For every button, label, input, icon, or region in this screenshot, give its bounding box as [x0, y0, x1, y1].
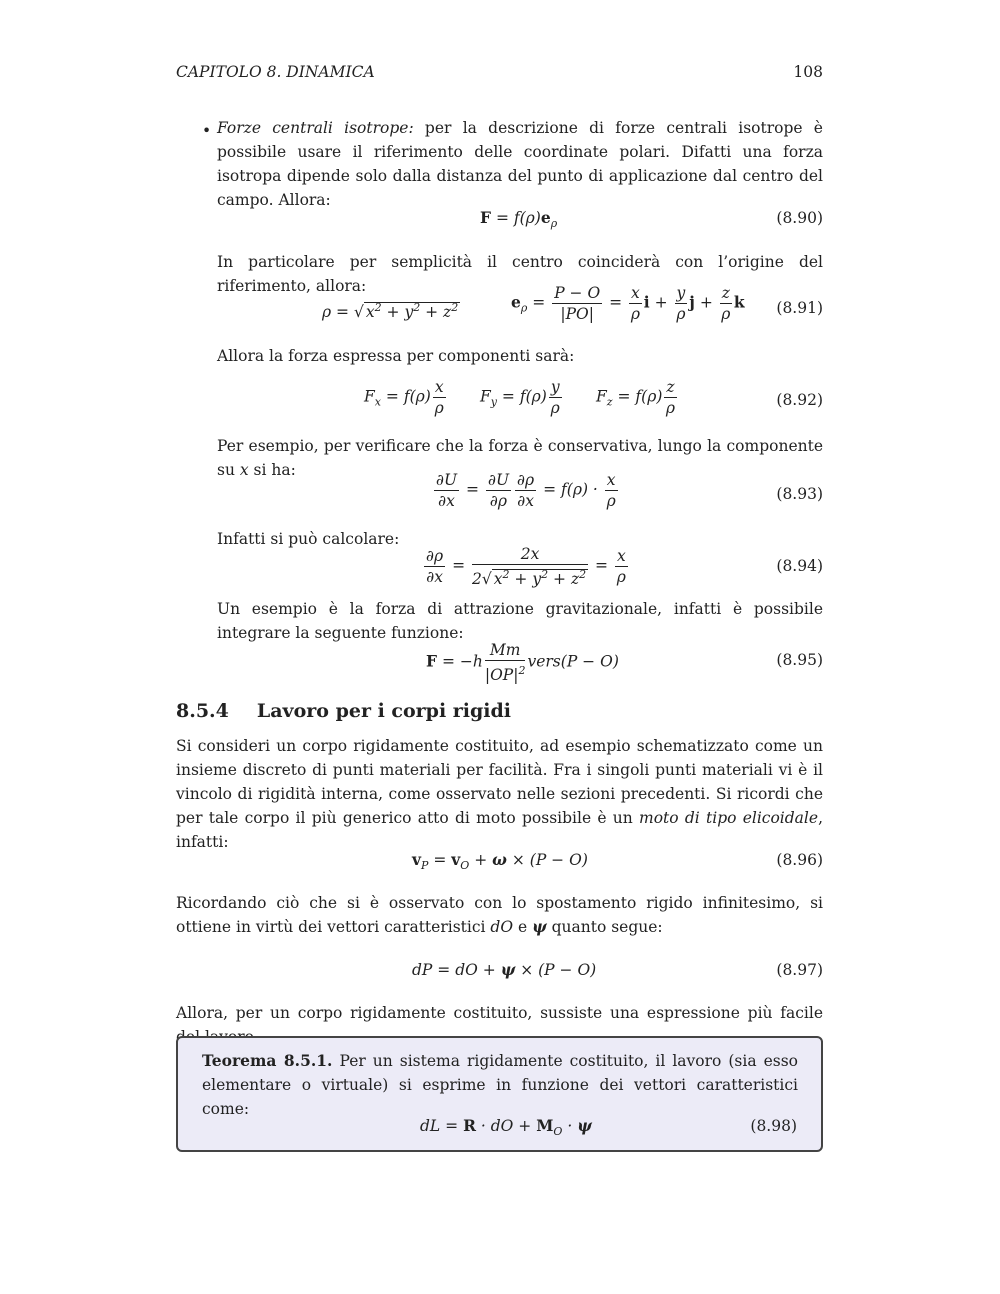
- paragraph: Ricordando ciò che si è osservato con lo spostamento rigido infinitesimo, si ottiene in virtù dei vettori caratteristici dO e ψ quanto segue:: [176, 894, 823, 936]
- page: [176, 0, 823, 1294]
- running-header: [176, 60, 823, 84]
- equation-number: (8.95): [776, 651, 823, 669]
- paragraph: Un esempio è la forza di attrazione gravitazionale, infatti è possibile integrare la seguente funzione:: [217, 600, 823, 642]
- paragraph: Allora la forza espressa per componenti sarà:: [217, 347, 575, 365]
- section-title: Lavoro per i corpi rigidi: [256, 700, 512, 722]
- equation-8-94: $\frac{\partial\rho}{\partial x}$ = $\frac{2x}{2√ x^2 + y^2 + z^2}$ = $\frac{x}{\rho}$ (8.94): [426, 545, 823, 589]
- equation-number: (8.98): [750, 1117, 797, 1135]
- paragraph: Si consideri un corpo rigidamente costituito, ad esempio schematizzato come un insieme discreto di punti materiali per facilità. Fra i singoli punti materiali vi è il vincolo di rigidità interna, come osservato nelle sezioni precedenti. Si ricordi che per tale corpo il più generico atto di moto possibile è un moto di tipo elicoidale, infatti:: [176, 737, 823, 851]
- paragraph: Allora, per un corpo rigidamente costituito, sussiste una espressione più facile: [176, 1004, 823, 1022]
- equation-8-96: $v_P = v_O + \omega \times (P - O)$ (8.96): [412, 850, 823, 873]
- equation-8-90: $F = f(\rho)e_\rho$ (8.90): [480, 208, 823, 231]
- equation-number: (8.91): [776, 299, 823, 317]
- equation-8-97: dP = dO + ψ × (P − O) (8.97): [176, 958, 823, 998]
- paragraph: Per esempio, per verificare che la forza è conservativa, lungo la componente su x si ha:: [217, 437, 823, 479]
- paragraph: In particolare per semplicità il centro coinciderà con l’origine del riferimento, allora:: [217, 253, 823, 295]
- theorem-box: [176, 1036, 823, 1152]
- bullet-icon: •: [202, 122, 212, 140]
- equation-number: (8.93): [776, 485, 823, 503]
- section-heading: [176, 699, 511, 723]
- bullet-text: per la descrizione di forze centrali isotrope è possibile usare il riferimento delle coordinate polari. Difatti una forza isotropa dipende solo dalla distanza del punto di applicazione dal centro del campo. Allora:: [217, 119, 823, 209]
- equation-8-92: $F_x = f(\rho)$ $\frac{x}{\rho}$ $F_y = f(\rho)$ $\frac{y}{\rho}$ $F_z = f(\rho)$ $\frac{z}{\rho}$ (8.92): [364, 378, 823, 417]
- bullet-term: Forze centrali isotrope:: [217, 119, 414, 137]
- equation-number: (8.96): [776, 851, 823, 869]
- section-number: 8.5.4: [176, 700, 229, 722]
- paragraph: Infatti si può calcolare:: [217, 530, 400, 548]
- equation-8-95: F = −h $\frac{Mm}{|OP|^2}$ vers(P − O) (8.95): [426, 641, 823, 685]
- theorem-label: Teorema 8.5.1.: [202, 1051, 333, 1070]
- equation-8-93: $\frac{\partial U}{\partial x}$ = $\frac{\partial U}{\partial\rho}$ $\frac{\partial\rho}{\partial x}$ = f(ρ) · $\frac{x}{\rho}$ (8.93): [436, 471, 823, 510]
- equation-number: (8.90): [776, 209, 823, 227]
- page-number: 108: [793, 63, 823, 81]
- equation-8-98: dL = R · dO + $M_O \cdot \psi$: [420, 1116, 592, 1139]
- theorem-text: Teorema 8.5.1. Per un sistema rigidamente costituito, il lavoro (sia esso elementare o virtuale) si esprime in funzione dei vettori caratteristici come:: [202, 1051, 799, 1118]
- equation-number: (8.92): [776, 391, 823, 409]
- chapter-title: CAPITOLO 8. DINAMICA: [176, 63, 375, 81]
- equation-number: (8.94): [776, 557, 823, 575]
- equation-8-91: ρ = √ $x^2 + y^2 + z^2$ $e_\rho$ = $\frac{P - O}{|PO|}$ = $\frac{x}{\rho}$ i + $\frac{y}{\rho}$ j + $\frac{z}{\rho}$ k (8.91): [322, 284, 823, 323]
- bullet-paragraph: [217, 116, 823, 212]
- equation-number: (8.97): [776, 961, 823, 979]
